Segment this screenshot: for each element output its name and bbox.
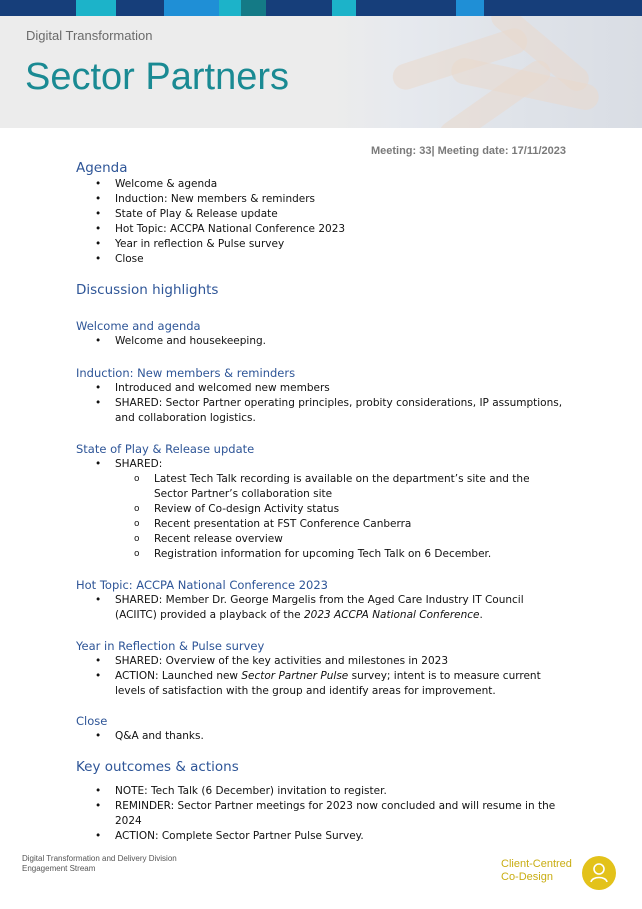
hot-topic-heading: Hot Topic: ACCPA National Conference 2023 bbox=[76, 578, 328, 592]
top-color-bar bbox=[0, 0, 642, 16]
list-item: • REMINDER: Sector Partner meetings for 2023 now concluded and will resume in the 2024 bbox=[76, 799, 566, 829]
year-list bbox=[76, 654, 566, 699]
footer-division bbox=[22, 854, 177, 874]
list-item: o Latest Tech Talk recording is available on the department’s site and the Sector Partner’s collaboration site bbox=[76, 472, 566, 502]
year-heading: Year in Reflection & Pulse survey bbox=[76, 639, 265, 653]
list-item: • SHARED: Overview of the key activities and milestones in 2023 bbox=[76, 654, 566, 669]
state-heading: State of Play & Release update bbox=[76, 442, 255, 456]
list-item: o Recent presentation at FST Conference Canberra bbox=[76, 517, 566, 532]
induction-list bbox=[76, 381, 566, 426]
state-list bbox=[76, 457, 566, 472]
list-item: • ACTION: Complete Sector Partner Pulse Survey. bbox=[76, 829, 566, 844]
list-item: • SHARED: Member Dr. George Margelis from the Aged Care Industry IT Council (ACIITC) provided a playback of the 2023 ACCPA National Conference. bbox=[76, 593, 566, 623]
list-item: o Review of Co-design Activity status bbox=[76, 502, 566, 517]
brand-line-2: Co-Design bbox=[501, 871, 553, 883]
minutes-body bbox=[76, 159, 566, 844]
footer-line-1: Digital Transformation and Delivery Division bbox=[22, 854, 177, 863]
list-item: • Year in reflection & Pulse survey bbox=[76, 237, 566, 252]
page-title: Sector Partners bbox=[25, 56, 289, 98]
list-item: • NOTE: Tech Talk (6 December) invitation to register. bbox=[76, 784, 566, 799]
list-item: o Recent release overview bbox=[76, 532, 566, 547]
header-banner bbox=[0, 16, 642, 128]
brand-line-1: Client-Centred bbox=[501, 858, 572, 870]
header-subtitle: Digital Transformation bbox=[26, 28, 153, 43]
welcome-list bbox=[76, 334, 566, 349]
list-item: • SHARED: Sector Partner operating principles, probity considerations, IP assumptions, and collaboration logistics. bbox=[76, 396, 566, 426]
discussion-heading: Discussion highlights bbox=[76, 282, 219, 298]
footer-brand bbox=[501, 858, 572, 884]
list-item: • State of Play & Release update bbox=[76, 207, 566, 222]
induction-heading: Induction: New members & reminders bbox=[76, 366, 296, 380]
list-item: • Welcome & agenda bbox=[76, 177, 566, 192]
list-item: • Close bbox=[76, 252, 566, 267]
list-item: • ACTION: Launched new Sector Partner Pulse survey; intent is to measure current levels of satisfaction with the group and identify areas for improvement. bbox=[76, 669, 566, 699]
list-item: • Q&A and thanks. bbox=[76, 729, 566, 744]
list-item: • Induction: New members & reminders bbox=[76, 192, 566, 207]
outcomes-list bbox=[76, 784, 566, 844]
outcomes-heading: Key outcomes & actions bbox=[76, 759, 239, 775]
list-item: • SHARED: bbox=[76, 457, 566, 472]
list-item: • Hot Topic: ACCPA National Conference 2023 bbox=[76, 222, 566, 237]
meeting-info: Meeting: 33| Meeting date: 17/11/2023 bbox=[370, 145, 566, 157]
close-heading: Close bbox=[76, 714, 108, 728]
hands-photo bbox=[330, 16, 642, 128]
list-item: o Registration information for upcoming Tech Talk on 6 December. bbox=[76, 547, 566, 562]
list-item: • Introduced and welcomed new members bbox=[76, 381, 566, 396]
person-icon bbox=[582, 856, 616, 890]
hot-topic-list bbox=[76, 593, 566, 623]
state-sublist bbox=[76, 472, 566, 562]
footer-line-2: Engagement Stream bbox=[22, 864, 96, 873]
close-list bbox=[76, 729, 566, 744]
list-item: • Welcome and housekeeping. bbox=[76, 334, 566, 349]
agenda-heading: Agenda bbox=[76, 160, 128, 176]
welcome-heading: Welcome and agenda bbox=[76, 319, 201, 333]
agenda-list bbox=[76, 177, 566, 267]
